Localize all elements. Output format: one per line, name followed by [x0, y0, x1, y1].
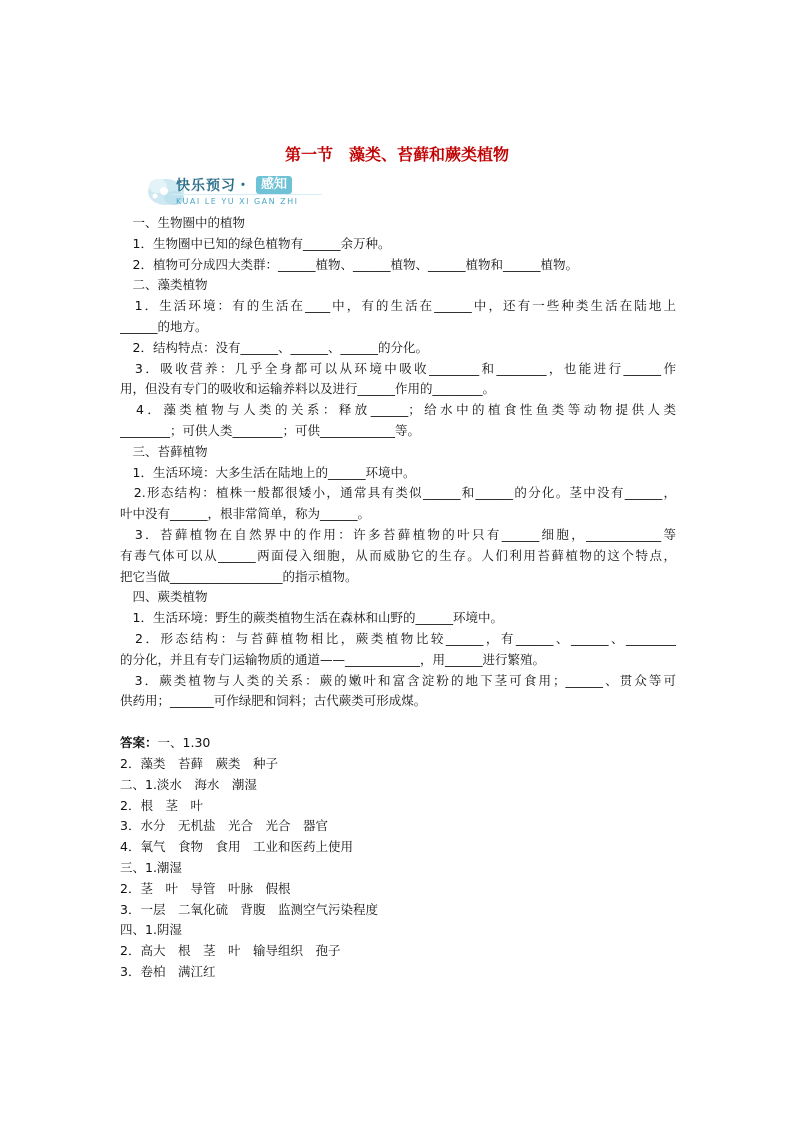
answer-line: 2．根 茎 叶: [120, 797, 203, 813]
exercise-line: 1．生物圈中已知的绿色植物有______余万种。: [120, 235, 391, 251]
exercise-line: 4．藻类植物与人类的关系：释放______；给水中的植食性鱼类等动物提供人类: [120, 402, 676, 418]
exercise-line: 叶中没有______，根非常简单，称为______。: [120, 506, 371, 522]
banner-badge: 感知: [256, 176, 292, 194]
exercise-line: 3．吸收营养：几乎全身都可以从环境中吸收________和________，也能进行______作: [120, 360, 676, 376]
exercise-line: 有毒气体可以从______两面侵入细胞，从而威胁它的生存。人们利用苔藓植物的这个特点，: [120, 547, 676, 563]
exercise-line: ______的地方。: [120, 318, 208, 334]
exercise-content: [120, 213, 676, 983]
exercise-line: 把它当做__________________的指示植物。: [120, 568, 358, 584]
exercise-line: 四、蕨类植物: [120, 589, 208, 605]
answer-list: [120, 754, 676, 983]
answer-line: 2．茎 叶 导管 叶脉 假根: [120, 880, 291, 896]
exercise-line: 供药用；_______可作绿肥和饲料；古代蕨类可形成煤。: [120, 693, 427, 709]
exercise-line: 2．植物可分成四大类群：______植物、______植物、______植物和______植物。: [120, 256, 578, 272]
answer-line: 二、1.淡水 海水 潮湿: [120, 776, 257, 792]
exercise-line: 一、生物圈中的植物: [120, 215, 246, 230]
answer-first-line: [120, 733, 676, 754]
answer-line: 2．高大 根 茎 叶 输导组织 孢子: [120, 943, 341, 959]
exercise-line: 3．苔藓植物在自然界中的作用：许多苔藓植物的叶只有______细胞，____________等: [120, 526, 676, 542]
answer-first-text: 一、1.30: [157, 735, 211, 751]
answer-label: 答案：: [120, 735, 158, 751]
exercise-line: 2.形态结构：植株一般都很矮小，通常具有类似______和______的分化。茎中没有______，: [120, 485, 676, 501]
exercise-line: 3．蕨类植物与人类的关系：蕨的嫩叶和富含淀粉的地下茎可食用；______、贯众等可: [120, 672, 676, 688]
section-gap: [120, 712, 676, 733]
exercise-list: [120, 213, 676, 712]
exercise-line: 2．结构特点：没有______、______、______的分化。: [120, 339, 428, 355]
exercise-line: 2．形态结构：与苔藓植物相比，蕨类植物比较______，有______、______、________: [120, 630, 676, 646]
banner-title: 快乐预习・: [176, 178, 251, 194]
exercise-line: 用，但没有专门的吸收和运输养料以及进行______作用的________。: [120, 381, 496, 397]
exercise-line: 三、苔藓植物: [120, 443, 208, 459]
preview-banner: [146, 172, 332, 212]
exercise-line: 1．生活环境：大多生活在陆地上的______环境中。: [120, 464, 416, 480]
answer-line: 3．水分 无机盐 光合 光合 器官: [120, 818, 328, 834]
answer-line: 2．藻类 苔藓 蕨类 种子: [120, 755, 278, 771]
answer-line: 3．一层 二氧化硫 背腹 监测空气污染程度: [120, 901, 378, 917]
exercise-line: ________；可供人类________；可供____________等。: [120, 422, 421, 438]
exercise-line: 的分化，并且有专门运输物质的通道——____________，用______进行繁殖。: [120, 651, 546, 667]
banner-subtitle: KUAI LE YU XI GAN ZHI: [176, 197, 299, 206]
exercise-line: 二、藻类植物: [120, 277, 208, 293]
answer-line: 三、1.潮湿: [120, 859, 182, 875]
answer-line: 四、1.阴湿: [120, 922, 182, 938]
page-title: 第一节 藻类、苔藓和蕨类植物: [284, 145, 509, 164]
answer-line: 3．卷柏 满江红: [120, 963, 216, 979]
exercise-line: 1．生活环境：有的生活在____中，有的生活在______中，还有一些种类生活在陆地上: [120, 298, 676, 314]
exercise-line: 1．生活环境：野生的蕨类植物生活在森林和山野的______环境中。: [120, 610, 503, 626]
answer-line: 4．氧气 食物 食用 工业和医药上使用: [120, 839, 353, 855]
